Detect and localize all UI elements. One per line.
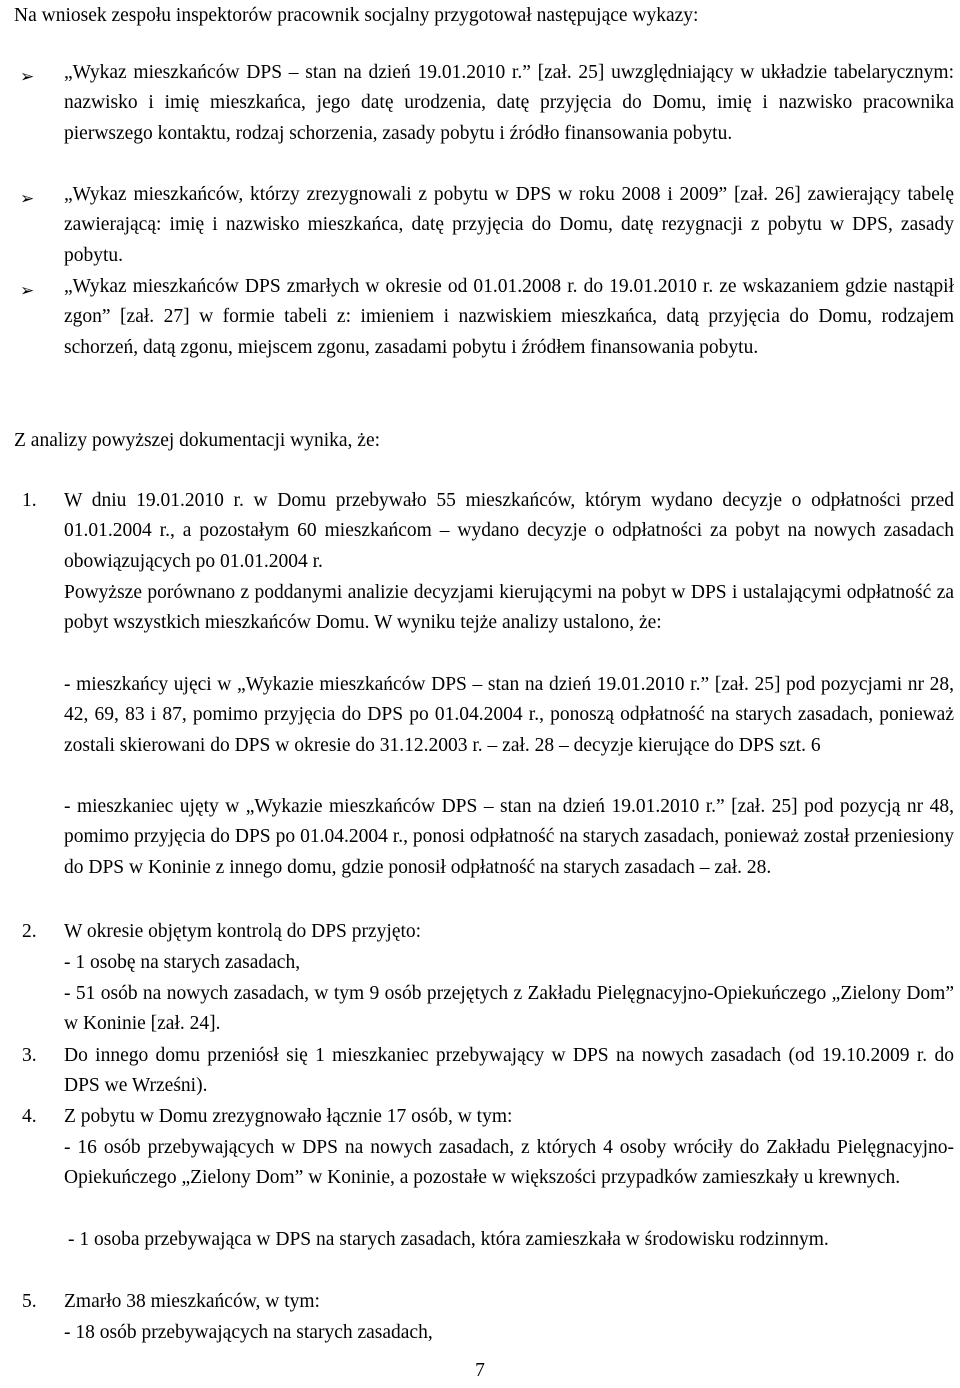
arrow-bullet-icon: ➢ (20, 67, 35, 87)
list-item-wykaz-rezygnacji: „Wykaz mieszkańców, którzy zrezygnowali z pobytu w DPS w roku 2008 i 2009” [zał. 26] zawierający tabelę zawierającą: imię i nazwisko mieszkańca, datę przyjęcia do Domu, datę rezygnacji z pobytu w DPS, zasady pobytu. (64, 184, 954, 266)
item-number: 5. (22, 1291, 37, 1312)
arrow-bullet-icon: ➢ (20, 189, 35, 209)
item-number: 1. (22, 490, 37, 511)
item-5-text: Zmarło 38 mieszkańców, w tym: (64, 1291, 320, 1312)
arrow-bullet-icon: ➢ (20, 281, 35, 301)
item-4-dash-1: - 16 osób przebywających w DPS na nowych zasadach, z których 4 osoby wróciły do Zakładu Pielęgnacyjno-Opiekuńczego „Zielony Dom” w Koninie, a pozostałe w większości przypadków zamieszkały u krewnych. (64, 1137, 954, 1189)
item-1-dash-2: - mieszkaniec ujęty w „Wykazie mieszkańców DPS – stan na dzień 19.01.2010 r.” [zał. 25] pod pozycją nr 48, pomimo przyjęcia do DPS po 01.04.2004 r., ponosi odpłatność na starych zasadach, ponieważ został przeniesiony do DPS w Koninie z innego domu, gdzie ponosił odpłatność na starych zasadach – zał. 28. (64, 796, 954, 878)
item-2-dash-2: - 51 osób na nowych zasadach, w tym 9 osób przejętych z Zakładu Pielęgnacyjno-Opiekuńczego „Zielony Dom” w Koninie [zał. 24]. (64, 983, 954, 1035)
item-number: 4. (22, 1106, 37, 1127)
item-1-text: W dniu 19.01.2010 r. w Domu przebywało 55 mieszkańców, którym wydano decyzje o odpłatności przed 01.01.2004 r., a pozostałym 60 mieszkańcom – wydano decyzje o odpłatności za pobyt na nowych zasadach obowiązujących po 01.01.2004 r. (64, 490, 954, 572)
item-4-text: Z pobytu w Domu zrezygnowało łącznie 17 osób, w tym: (64, 1106, 513, 1127)
item-2-dash-1: - 1 osobę na starych zasadach, (64, 952, 301, 973)
item-1-dash-1: - mieszkańcy ujęci w „Wykazie mieszkańców DPS – stan na dzień 19.01.2010 r.” [zał. 25] pod pozycjami nr 28, 42, 69, 83 i 87, pomimo przyjęcia do DPS po 01.04.2004 r., ponoszą odpłatność na starych zasadach, ponieważ zostali skierowani do DPS w okresie do 31.12.2003 r. – zał. 28 – decyzje kierujące do DPS szt. 6 (64, 674, 954, 756)
page-number: 7 (475, 1360, 485, 1381)
item-5-dash-1: - 18 osób przebywających na starych zasadach, (64, 1322, 433, 1343)
analysis-heading: Z analizy powyższej dokumentacji wynika, że: (14, 430, 381, 451)
item-number: 3. (22, 1045, 37, 1066)
list-item-wykaz-zmarlych: „Wykaz mieszkańców DPS zmarłych w okresie od 01.01.2008 r. do 19.01.2010 r. ze wskazaniem gdzie nastąpił zgon” [zał. 27] w formie tabeli z: imieniem i nazwiskiem mieszkańca, datą przyjęcia do Domu, rodzajem schorzeń, datą zgonu, miejscem zgonu, zasadami pobytu i źródłem finansowania pobytu. (64, 276, 954, 358)
item-number: 2. (22, 921, 37, 942)
list-item-wykaz-mieszkancow: „Wykaz mieszkańców DPS – stan na dzień 19.01.2010 r.” [zał. 25] uwzględniający w układzie tabelarycznym: nazwisko i imię mieszkańca, jego datę urodzenia, datę przyjęcia do Domu, imię i nazwisko pracownika pierwszego kontaktu, rodzaj schorzenia, zasady pobytu i źródło finansowania pobytu. (64, 62, 954, 144)
item-1-paragraph: Powyższe porównano z poddanymi analizie decyzjami kierującymi na pobyt w DPS i ustalającymi odpłatność za pobyt wszystkich mieszkańców Domu. W wyniku tejże analizy ustalono, że: (64, 582, 954, 634)
intro-paragraph: Na wniosek zespołu inspektorów pracownik socjalny przygotował następujące wykazy: (14, 5, 699, 26)
item-4-dash-2: - 1 osoba przebywająca w DPS na starych zasadach, która zamieszkała w środowisku rodzinnym. (68, 1229, 829, 1250)
item-3-text: Do innego domu przeniósł się 1 mieszkaniec przebywający w DPS na nowych zasadach (od 19.10.2009 r. do DPS we Wrześni). (64, 1045, 954, 1097)
item-2-text: W okresie objętym kontrolą do DPS przyjęto: (64, 921, 422, 942)
